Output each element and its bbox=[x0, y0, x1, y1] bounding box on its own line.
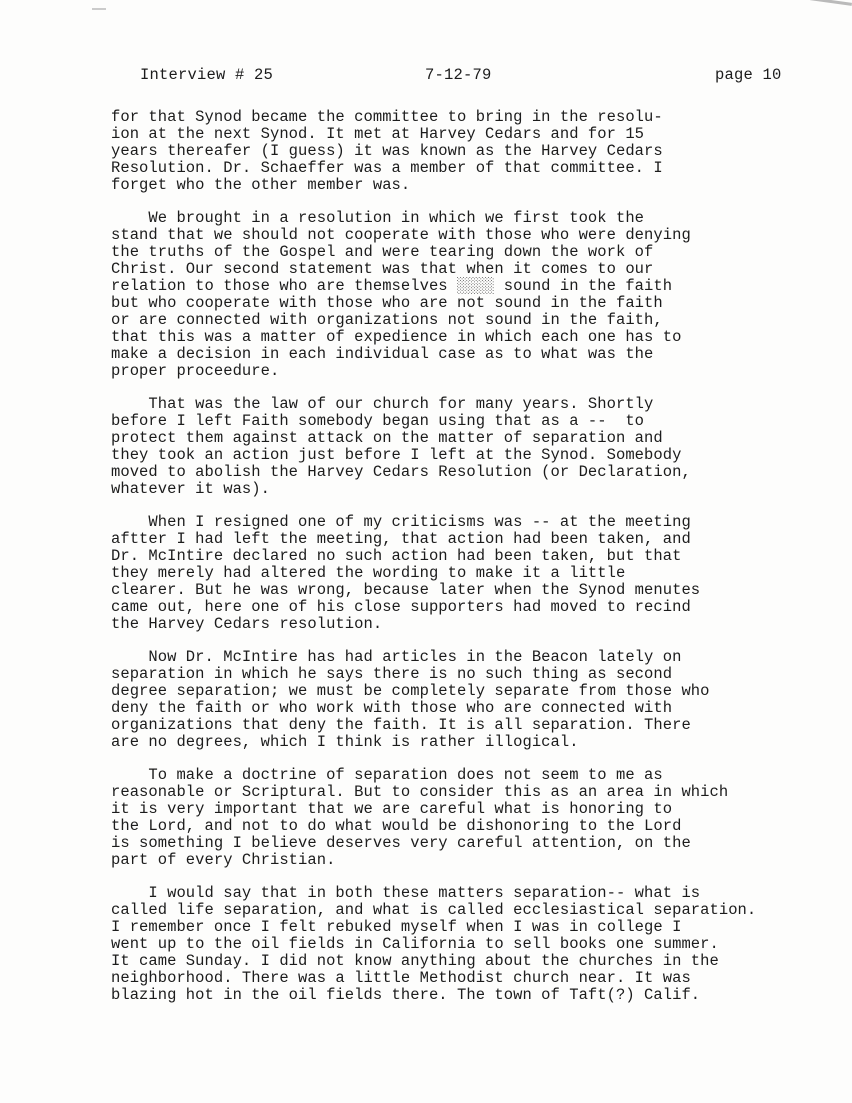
paragraph bbox=[111, 396, 831, 498]
text-line: blazing hot in the oil fields there. The town of Taft(?) Calif. bbox=[111, 986, 701, 1004]
text-line: proper proceedure. bbox=[111, 362, 280, 380]
text-line: make a decision in each individual case as to what was the bbox=[111, 345, 654, 363]
text-line: It came Sunday. I did not know anything about the churches in the bbox=[111, 952, 719, 970]
text-line: came out, here one of his close supporters had moved to recind bbox=[111, 598, 691, 616]
text-line: part of every Christian. bbox=[111, 851, 336, 869]
paragraph bbox=[111, 885, 831, 1004]
paragraph bbox=[111, 109, 831, 194]
text-line: called life separation, and what is called ecclesiastical separation. bbox=[111, 901, 757, 919]
text-line: Resolution. Dr. Schaeffer was a member of that committee. I bbox=[111, 159, 663, 177]
text-line: ion at the next Synod. It met at Harvey Cedars and for 15 bbox=[111, 125, 645, 143]
interview-number: Interview # 25 bbox=[140, 66, 274, 84]
text-line: I remember once I felt rebuked myself when I was in college I bbox=[111, 918, 682, 936]
paragraph bbox=[111, 767, 831, 869]
paragraph bbox=[111, 649, 831, 751]
text-line: clearer. But he was wrong, because later when the Synod menutes bbox=[111, 581, 701, 599]
text-line: for that Synod became the committee to bring in the resolu- bbox=[111, 108, 663, 126]
text-line: Christ. Our second statement was that when it comes to our bbox=[111, 260, 654, 278]
transcript-body bbox=[111, 109, 831, 1020]
text-line: before I left Faith somebody began using that as a -- to bbox=[111, 412, 645, 430]
text-line: it is very important that we are careful what is honoring to bbox=[111, 800, 673, 818]
text-line: they took an action just before I left at the Synod. Somebody bbox=[111, 446, 682, 464]
text-line: but who cooperate with those who are not sound in the faith bbox=[111, 294, 663, 312]
text-line: When I resigned one of my criticisms was -- at the meeting bbox=[111, 513, 691, 531]
scan-smudge bbox=[810, 0, 852, 6]
text-line: stand that we should not cooperate with those who were denying bbox=[111, 226, 691, 244]
text-line: We brought in a resolution in which we first took the bbox=[111, 209, 645, 227]
text-line: relation to those who are themselves ░░░░ sound in the faith bbox=[111, 277, 673, 295]
text-line: degree separation; we must be completely separate from those who bbox=[111, 682, 710, 700]
text-line: I would say that in both these matters separation-- what is bbox=[111, 884, 701, 902]
text-line: organizations that deny the faith. It is all separation. There bbox=[111, 716, 691, 734]
text-line: that this was a matter of expedience in which each one has to bbox=[111, 328, 682, 346]
text-line: Dr. McIntire declared no such action had been taken, but that bbox=[111, 547, 682, 565]
text-line: moved to abolish the Harvey Cedars Resolution (or Declaration, bbox=[111, 463, 691, 481]
interview-date: 7-12-79 bbox=[425, 66, 492, 84]
text-line: separation in which he says there is no such thing as second bbox=[111, 665, 673, 683]
text-line: the Lord, and not to do what would be dishonoring to the Lord bbox=[111, 817, 682, 835]
text-line: reasonable or Scriptural. But to consider this as an area in which bbox=[111, 783, 729, 801]
text-line: To make a doctrine of separation does not seem to me as bbox=[111, 766, 663, 784]
text-line: the Harvey Cedars resolution. bbox=[111, 615, 383, 633]
paragraph bbox=[111, 514, 831, 633]
text-line: deny the faith or who work with those who are connected with bbox=[111, 699, 673, 717]
text-line: forget who the other member was. bbox=[111, 176, 411, 194]
paragraph bbox=[111, 210, 831, 380]
text-line: are no degrees, which I think is rather illogical. bbox=[111, 733, 579, 751]
page-number: page 10 bbox=[715, 66, 782, 84]
text-line: years thereafer (I guess) it was known as the Harvey Cedars bbox=[111, 142, 663, 160]
text-line: whatever it was). bbox=[111, 480, 270, 498]
text-line: Now Dr. McIntire has had articles in the Beacon lately on bbox=[111, 648, 682, 666]
text-line: is something I believe deserves very careful attention, on the bbox=[111, 834, 691, 852]
text-line: aftter I had left the meeting, that action had been taken, and bbox=[111, 530, 691, 548]
text-line: or are connected with organizations not sound in the faith, bbox=[111, 311, 663, 329]
text-line: That was the law of our church for many years. Shortly bbox=[111, 395, 654, 413]
text-line: they merely had altered the wording to make it a little bbox=[111, 564, 626, 582]
text-line: protect them against attack on the matter of separation and bbox=[111, 429, 663, 447]
scan-smudge bbox=[92, 8, 106, 10]
text-line: went up to the oil fields in California to sell books one summer. bbox=[111, 935, 719, 953]
text-line: the truths of the Gospel and were tearing down the work of bbox=[111, 243, 654, 261]
text-line: neighborhood. There was a little Methodist church near. It was bbox=[111, 969, 691, 987]
